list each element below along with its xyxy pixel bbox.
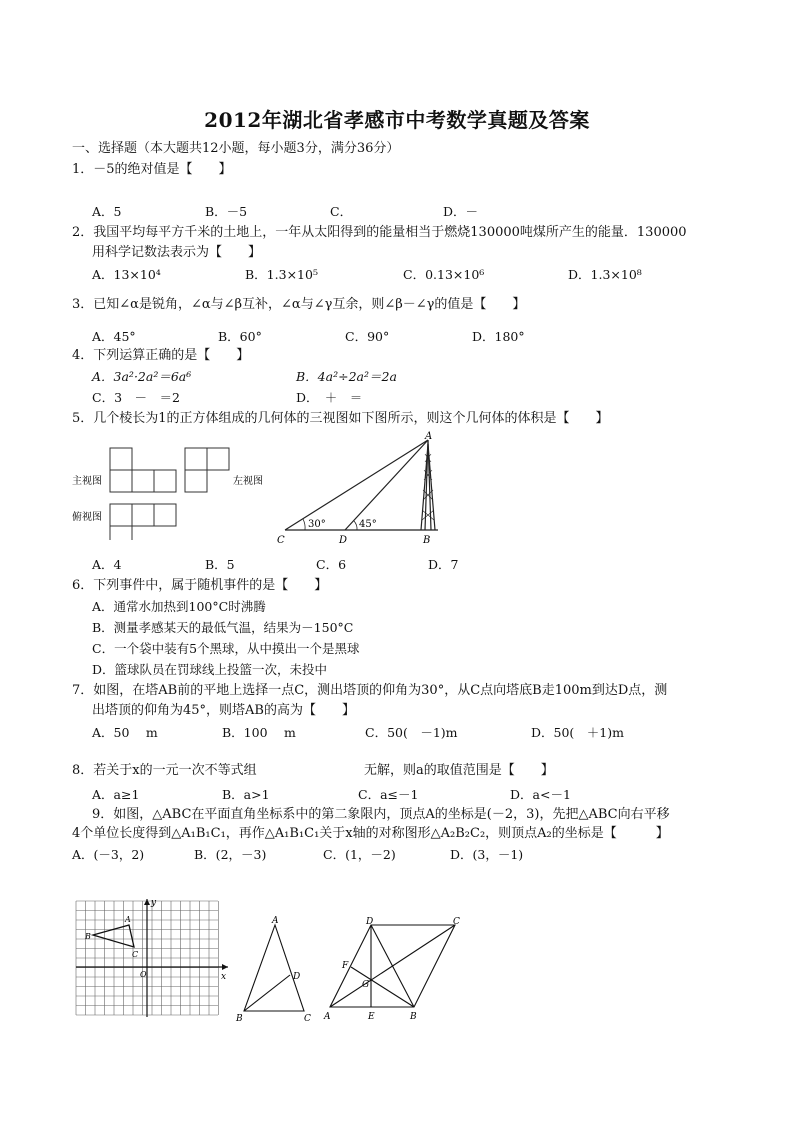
three-view-figure xyxy=(70,440,280,540)
para-label-e: E xyxy=(368,1012,375,1022)
grid-label-b: B xyxy=(85,932,91,941)
parallelogram-figure xyxy=(322,915,472,1025)
tower-label-d: D xyxy=(339,535,348,545)
grid-axis-x: x xyxy=(221,972,227,982)
q8-option-a: A．a≥1 xyxy=(92,787,140,802)
q4-option-d: D． ＋ ＝ xyxy=(296,390,363,405)
q1-option-a: A．5 xyxy=(92,204,122,219)
q8-option-d: D．a<－1 xyxy=(510,787,571,802)
q3-option-c: C．90° xyxy=(345,329,390,344)
question-7-line2: 出塔顶的仰角为45°，则塔AB的高为【 】 xyxy=(92,703,355,718)
question-3: 3．已知∠α是锐角，∠α与∠β互补，∠α与∠γ互余，则∠β－∠γ的值是【 】 xyxy=(72,297,526,312)
iso-label-d: D xyxy=(293,972,301,982)
grid-axis-y: y xyxy=(151,898,157,908)
tower-figure xyxy=(275,430,445,545)
q8-option-b: B．a>1 xyxy=(222,787,270,802)
iso-label-b: B xyxy=(236,1014,243,1024)
tower-angle-45: 45° xyxy=(359,519,377,530)
left-view-label: 左视图 xyxy=(233,476,263,487)
q4-option-a: A．3a²·2a²＝6a⁶ xyxy=(92,369,192,384)
grid-label-a: A xyxy=(125,915,131,924)
iso-label-c: C xyxy=(304,1014,311,1024)
question-2-line1: 2．我国平均每平方千米的土地上，一年从太阳得到的能量相当于燃烧130000吨煤所产生的能量．130000 xyxy=(72,225,687,240)
coordinate-grid-figure xyxy=(72,895,232,1025)
q9-option-b: B．(2，－3) xyxy=(194,847,267,862)
isosceles-triangle-figure xyxy=(232,915,322,1025)
para-label-c: C xyxy=(453,917,460,927)
question-2-line2: 用科学记数法表示为【 】 xyxy=(92,245,262,260)
page-title: 2012年湖北省孝感市中考数学真题及答案 xyxy=(204,108,590,132)
q5-option-b: B．5 xyxy=(205,557,235,572)
grid-origin: O xyxy=(140,970,147,979)
q7-option-d: D．50( ＋1)m xyxy=(531,725,624,740)
q8-option-c: C．a≤－1 xyxy=(358,787,419,802)
q9-option-a: A．(－3，2) xyxy=(72,847,145,862)
tower-label-a: A xyxy=(425,431,433,442)
grid-label-c: C xyxy=(132,950,139,959)
section-heading: 一、选择题（本大题共12小题，每小题3分，满分36分） xyxy=(72,141,400,156)
q4-option-c: C．3 － ＝2 xyxy=(92,390,180,405)
question-8-part2: 无解，则a的取值范围是【 】 xyxy=(364,763,554,778)
q6-option-a: A．通常水加热到100°C时沸腾 xyxy=(92,599,266,614)
q3-option-b: B．60° xyxy=(218,329,262,344)
left-view-squares xyxy=(185,448,229,492)
q9-option-d: D．(3，－1) xyxy=(450,847,524,862)
question-1: 1．－5的绝对值是【 】 xyxy=(72,162,232,177)
q9-option-c: C．(1，－2) xyxy=(323,847,396,862)
q5-option-a: A．4 xyxy=(92,557,122,572)
top-view-squares xyxy=(110,504,176,540)
para-label-b: B xyxy=(410,1012,417,1022)
question-9-line2: 4个单位长度得到△A₁B₁C₁，再作△A₁B₁C₁关于x轴的对称图形△A₂B₂C₂，则顶点A₂的坐标是【 】 xyxy=(72,826,669,841)
para-label-g: G xyxy=(362,980,370,990)
q2-option-d: D．1.3×10⁸ xyxy=(568,267,642,282)
question-7-line1: 7．如图，在塔AB前的平地上选择一点C，测出塔顶的仰角为30°，从C点向塔底B走100m到达D点，测 xyxy=(72,683,668,698)
para-label-d: D xyxy=(366,917,374,927)
q7-option-a: A．50 m xyxy=(92,725,158,740)
question-6: 6．下列事件中，属于随机事件的是【 】 xyxy=(72,578,328,593)
tower-label-b: B xyxy=(423,535,431,545)
para-label-f: F xyxy=(342,961,349,971)
q7-option-b: B．100 m xyxy=(222,725,296,740)
question-4: 4．下列运算正确的是【 】 xyxy=(72,348,250,363)
q1-option-d: D．－ xyxy=(443,204,479,219)
q2-option-b: B．1.3×10⁵ xyxy=(245,267,318,282)
q1-option-c: C． xyxy=(330,204,353,219)
tower-angle-30: 30° xyxy=(308,519,326,530)
q6-option-c: C．一个袋中装有5个黑球，从中摸出一个是黑球 xyxy=(92,641,360,656)
q2-option-c: C．0.13×10⁶ xyxy=(403,267,485,282)
question-8-part1: 8．若关于x的一元一次不等式组 xyxy=(72,763,257,778)
q3-option-d: D．180° xyxy=(472,329,525,344)
iso-label-a: A xyxy=(272,916,279,926)
q5-option-d: D．7 xyxy=(428,557,459,572)
tower-label-c: C xyxy=(277,535,285,545)
front-view-label: 主视图 xyxy=(72,476,102,487)
para-label-a: A xyxy=(324,1012,331,1022)
q5-option-c: C．6 xyxy=(316,557,347,572)
question-9-line1: 9．如图，△ABC在平面直角坐标系中的第二象限内，顶点A的坐标是(－2，3)，先把△ABC向右平移 xyxy=(92,807,670,822)
question-5: 5．几个棱长为1的正方体组成的几何体的三视图如下图所示，则这个几何体的体积是【 】 xyxy=(72,411,609,426)
q6-option-d: D．篮球队员在罚球线上投篮一次，未投中 xyxy=(92,662,328,677)
top-view-label: 俯视图 xyxy=(72,512,102,523)
front-view-squares xyxy=(110,448,176,492)
q1-option-b: B．－5 xyxy=(205,204,248,219)
q4-option-b: B．4a²÷2a²＝2a xyxy=(296,369,397,384)
q2-option-a: A．13×10⁴ xyxy=(92,267,161,282)
q7-option-c: C．50( －1)m xyxy=(365,725,458,740)
q3-option-a: A．45° xyxy=(92,329,136,344)
q6-option-b: B．测量孝感某天的最低气温，结果为－150°C xyxy=(92,620,354,635)
